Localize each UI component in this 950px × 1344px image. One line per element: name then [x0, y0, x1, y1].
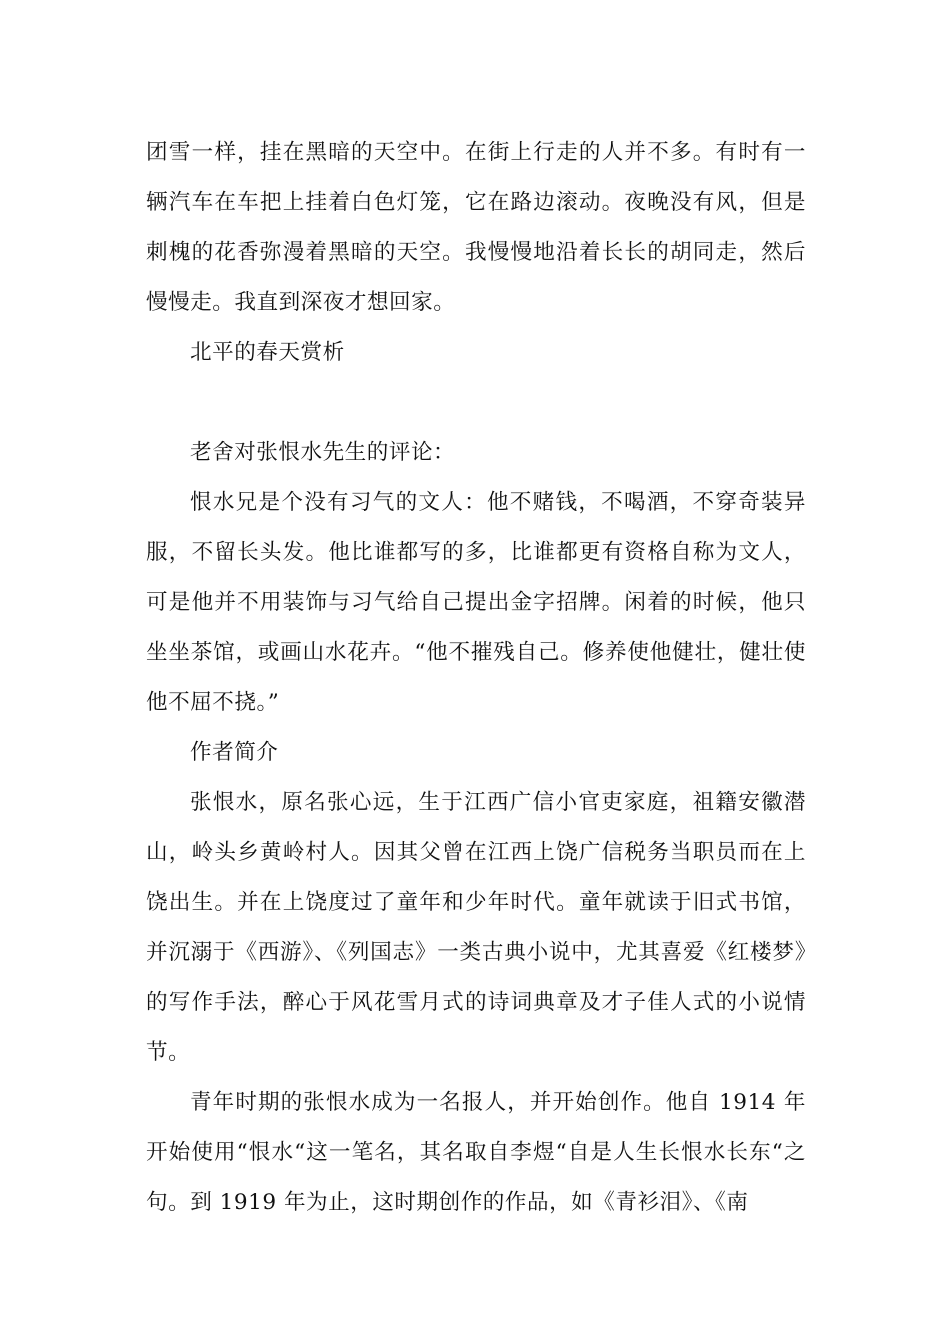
body-paragraph: 青年时期的张恨水成为一名报人，并开始创作。他自 1914 年开始使用“恨水“这一笔名，其名取自李煜“自是人生长恨水长东“之句。到 1919 年为止，这时期创作的作品，如《青衫泪》、《南 [146, 1090, 806, 1215]
body-paragraph: 团雪一样，挂在黑暗的天空中。在街上行走的人并不多。有时有一辆汽车在车把上挂着白色灯笼，它在路边滚动。夜晚没有风，但是刺槐的花香弥漫着黑暗的天空。我慢慢地沿着长长的胡同走，然后慢慢走。我直到深夜才想回家。 [146, 140, 806, 315]
document-page [146, 128, 806, 1228]
section-heading: 北平的春天赏析 [190, 340, 345, 365]
body-paragraph: 恨水兄是个没有习气的文人：他不赌钱，不喝酒，不穿奇装异服，不留长头发。他比谁都写的多，比谁都更有资格自称为文人，可是他并不用装饰与习气给自己提出金字招牌。闲着的时候，他只坐坐茶馆，或画山水花卉。“他不摧残自己。修养使他健壮，健壮使他不屈不挠。” [146, 490, 806, 715]
body-paragraph: 张恨水，原名张心远，生于江西广信小官吏家庭，祖籍安徽潜山，岭头乡黄岭村人。因其父曾在江西上饶广信税务当职员而在上饶出生。并在上饶度过了童年和少年时代。童年就读于旧式书馆，并沉溺于《西游》、《列国志》一类古典小说中，尤其喜爱《红楼梦》的写作手法，醉心于风花雪月式的诗词典章及才子佳人式的小说情节。 [146, 790, 806, 1065]
blank-line [146, 378, 806, 428]
subheading: 老舍对张恨水先生的评论： [190, 440, 456, 465]
section-heading: 作者简介 [190, 740, 279, 765]
